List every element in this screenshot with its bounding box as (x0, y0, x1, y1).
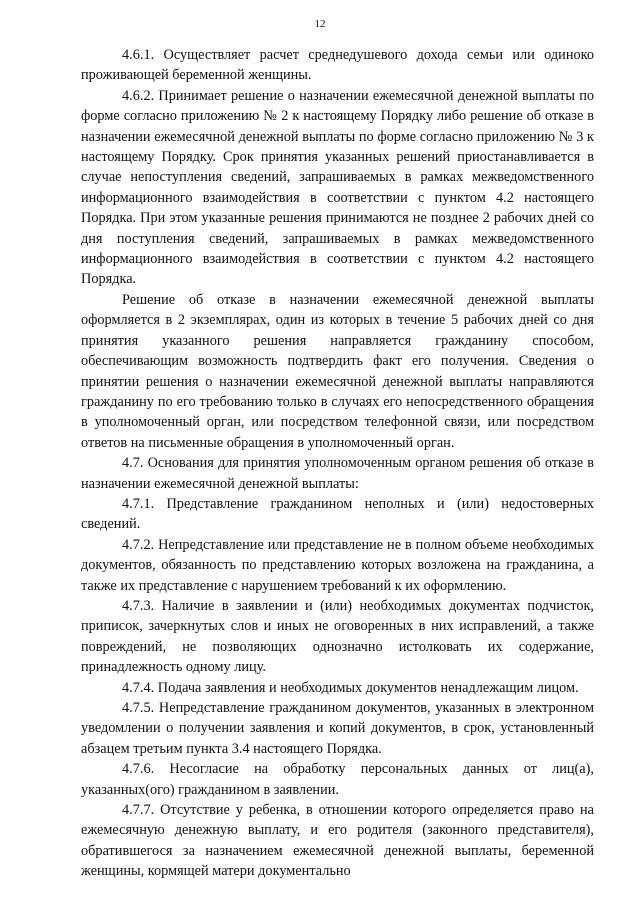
paragraph-4-7-4: 4.7.4. Подача заявления и необходимых документов ненадлежащим лицом. (122, 679, 579, 696)
document-body (81, 45, 594, 882)
paragraph-4-7-7: 4.7.7. Отсутствие у ребенка, в отношении которого определяется право на ежемесячную денежную выплату, и его родителя (законного представителя), обратившегося за назначением ежемесячной денежной выплаты, беременной женщины, кормящей матери документально (81, 802, 594, 880)
paragraph-refusal-decision: Решение об отказе в назначении ежемесячной денежной выплаты оформляется в 2 экземплярах, один из которых в течение 5 рабочих дней со дня принятия указанного решения направляется гражданину способом, обеспечивающим возможность подтвердить факт его получения. Сведения о принятии решения о назначении ежемесячной денежной выплаты направляются гражданину по его требованию только в случаях его непосредственного обращения в уполномоченный орган, или посредством телефонной связи, или посредством ответов на письменные обращения в уполномоченный орган. (81, 291, 594, 451)
paragraph-4-7-6: 4.7.6. Несогласие на обработку персональных данных от лиц(а), указанных(ого) гражданином в заявлении. (81, 761, 594, 798)
paragraph-4-7-2: 4.7.2. Непредставление или представление не в полном объеме необходимых документов, обязанность по представлению которых возложена на гражданина, а также их представление с нарушением требований к их оформлению. (81, 536, 594, 594)
paragraph-4-7: 4.7. Основания для принятия уполномоченным органом решения об отказе в назначении ежемесячной денежной выплаты: (81, 455, 594, 492)
paragraph-4-6-1: 4.6.1. Осуществляет расчет среднедушевого дохода семьи или одиноко проживающей беременной женщины. (81, 47, 594, 84)
paragraph-4-7-1: 4.7.1. Представление гражданином неполных и (или) недостоверных сведений. (81, 495, 594, 533)
paragraph-4-6-2: 4.6.2. Принимает решение о назначении ежемесячной денежной выплаты по форме согласно приложению № 2 к настоящему Порядку либо решение об отказе в назначении ежемесячной денежной выплаты по форме согласно приложению № 3 к настоящему Порядку. Срок принятия указанных решений приостанавливается в случае непоступления сведений, запрашиваемых в рамках межведомственного информационного взаимодействия в соответствии с пунктом 4.2 настоящего Порядка. При этом указанные решения принимаются не позднее 2 рабочих дней со дня поступления сведений, запрашиваемых в рамках межведомственного информационного взаимодействия в соответствии с пунктом 4.2 настоящего Порядка. (81, 87, 594, 288)
paragraph-4-7-5: 4.7.5. Непредставление гражданином документов, указанных в электронном уведомлении о получении заявления и копий документов, в срок, установленный абзацем третьим пункта 3.4 настоящего Порядка. (81, 700, 594, 757)
paragraph-4-7-3: 4.7.3. Наличие в заявлении и (или) необходимых документах подчисток, приписок, зачеркнутых слов и иных не оговоренных в них исправлений, а также повреждений, не позволяющих однозначно истолковать их содержание, принадлежность одному лицу. (81, 597, 594, 676)
page-number: 12 (314, 18, 326, 30)
